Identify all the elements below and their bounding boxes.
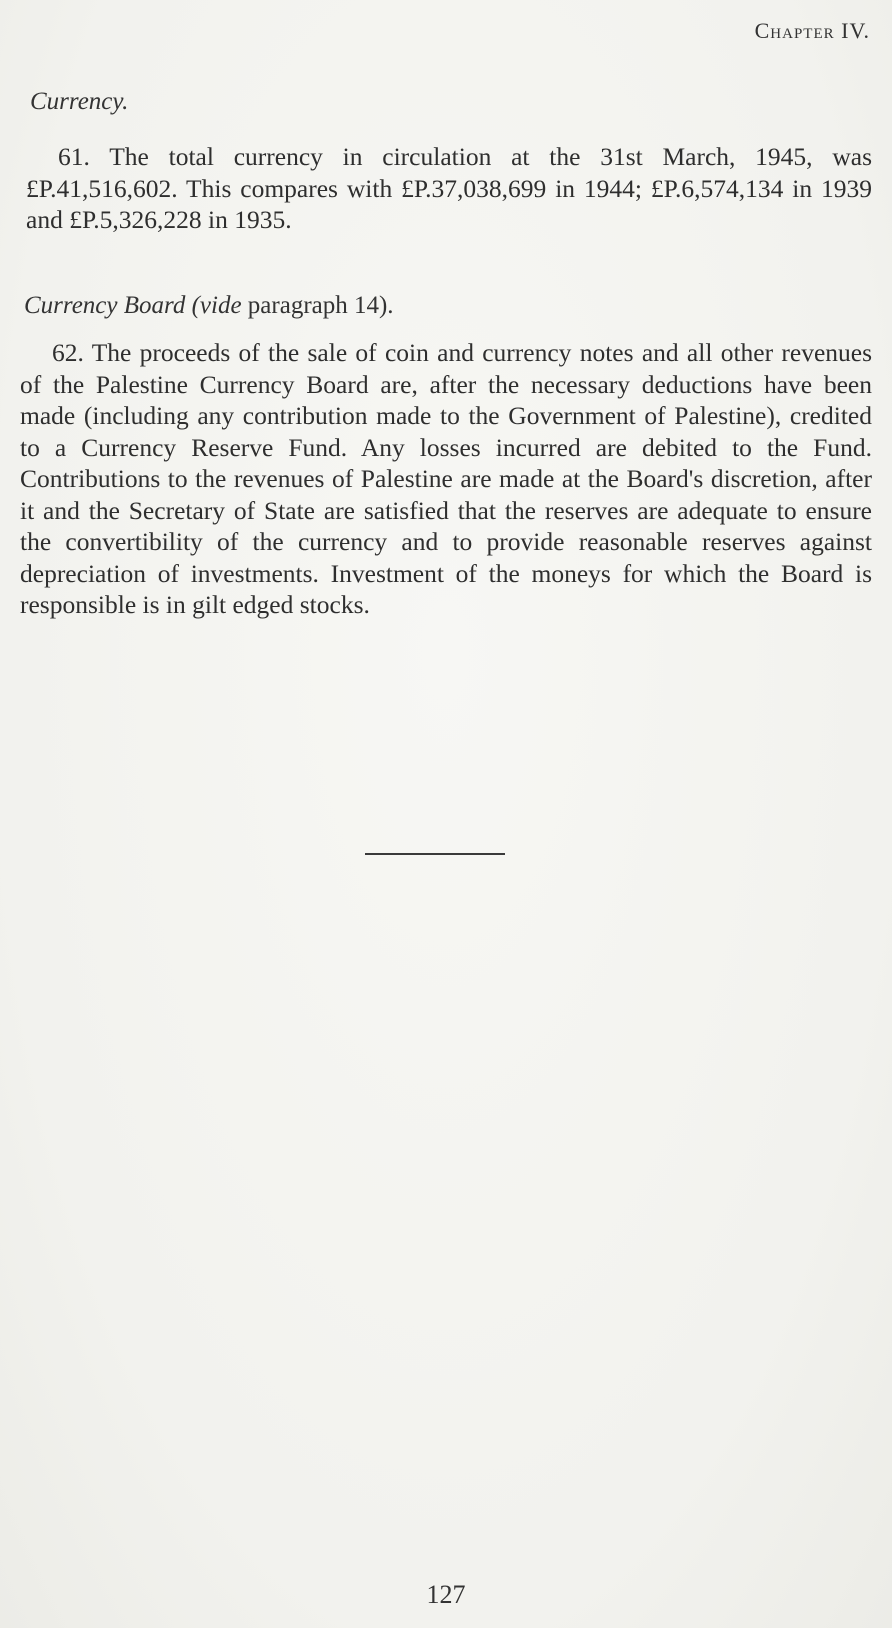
section-heading-currency-board: [24, 292, 394, 320]
heading-paragraph-ref: paragraph 14).: [241, 292, 394, 319]
section-end-rule: [365, 853, 505, 855]
heading-italic-text: Currency Board (: [24, 292, 200, 319]
heading-vide-text: vide: [199, 292, 242, 319]
paragraph-61: 61. The total currency in circulation at the 31st March, 1945, was £P.41,516,602. This compares with £P.37,038,699 in 1944; £P.6,574,134 in 1939 and £P.5,326,228 in 1935.: [26, 142, 872, 234]
paragraph-62: 62. The proceeds of the sale of coin and currency notes and all other revenues of the Palestine Currency Board are, after the necessary deductions have been made (including any contribution made to the Government of Palestine), credited to a Currency Reserve Fund. Any losses incurred are debited to the Fund. Contributions to the revenues of Palestine are made at the Board's discretion, after it and the Secretary of State are satisfied that the reserves are adequate to ensure the convertibility of the currency and to provide reasonable reserves against depreciation of investments. Investment of the moneys for which the Board is responsible is in gilt edged stocks.: [20, 338, 872, 619]
page-number: 127: [426, 1580, 466, 1609]
section-heading-currency: Currency.: [30, 88, 129, 115]
running-head: Chapter IV.: [754, 18, 870, 43]
